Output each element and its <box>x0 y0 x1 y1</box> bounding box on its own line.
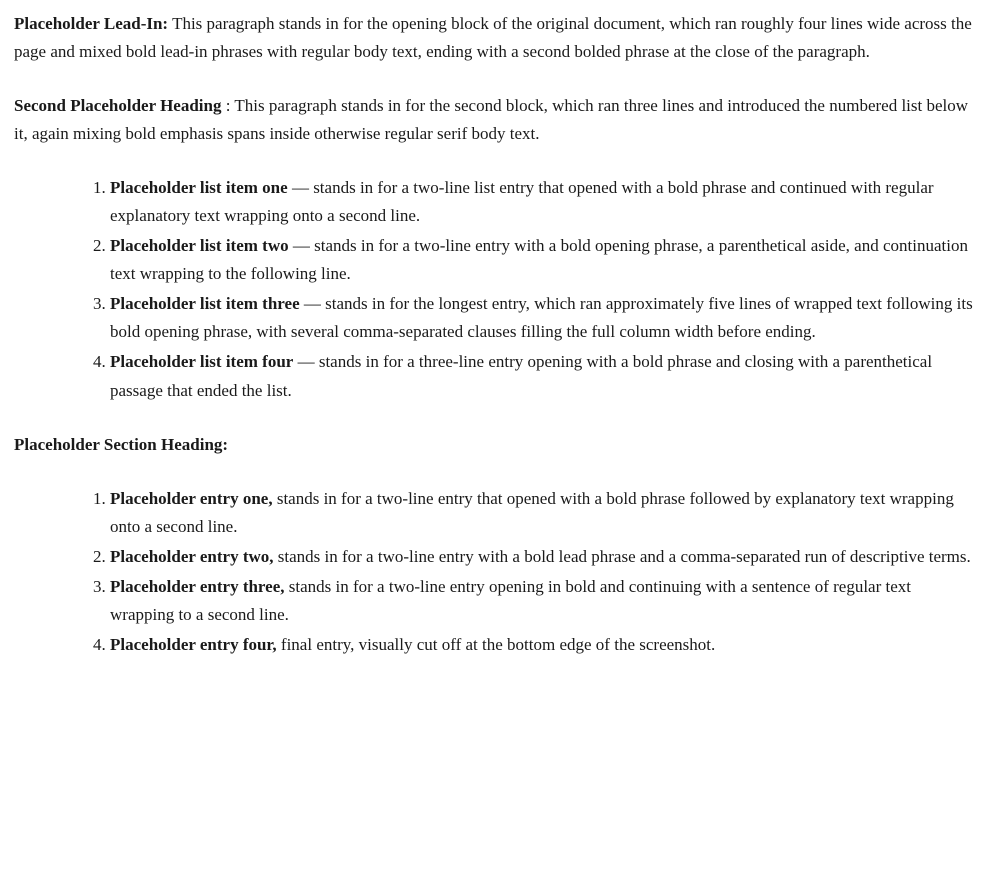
paragraph <box>14 10 979 66</box>
list-item: 4. Placeholder list item four — stands in for a three-line entry opening with a bold phrase and closing with a parenthetical passage that ended the list. <box>110 348 979 404</box>
list-item: 3. Placeholder entry three, stands in for a two-line entry opening in bold and continuing with a sentence of regular text wrapping to a second line. <box>110 573 979 629</box>
paragraph <box>14 92 979 148</box>
list-item: 1. Placeholder entry one, stands in for a two-line entry that opened with a bold phrase followed by explanatory text wrapping onto a second line. <box>110 485 979 541</box>
section-heading: Placeholder Section Heading: <box>14 434 229 454</box>
list-item: 3. Placeholder list item three — stands in for the longest entry, which ran approximately five lines of wrapped text following its bold opening phrase, with several comma-separated clauses filling the full column width before ending. <box>110 290 979 346</box>
numbered-list-1 <box>14 174 979 404</box>
list-item: 2. Placeholder entry two, stands in for a two-line entry with a bold lead phrase and a comma-separated run of descriptive terms. <box>110 543 979 571</box>
paragraph-body: : This paragraph stands in for the second block, which ran three lines and introduced the numbered list below it, again mixing bold emphasis spans inside otherwise regular serif body text. <box>14 96 969 144</box>
numbered-list-2 <box>14 485 979 659</box>
paragraph-body: This paragraph stands in for the opening block of the original document, which ran roughly four lines wide across the page and mixed bold lead-in phrases with regular body text, ending with a second bolded phrase at the close of the paragraph. <box>14 14 972 62</box>
list-item: 4. Placeholder entry four, final entry, visually cut off at the bottom edge of the screenshot. <box>110 631 979 659</box>
paragraph-lead: Placeholder Lead-In: <box>14 14 169 33</box>
list-item: 1. Placeholder list item one — stands in for a two-line list entry that opened with a bold phrase and continued with regular explanatory text wrapping onto a second line. <box>110 174 979 230</box>
paragraph-lead: Second Placeholder Heading <box>14 96 222 116</box>
list-item: 2. Placeholder list item two — stands in for a two-line entry with a bold opening phrase, a parenthetical aside, and continuation text wrapping to the following line. <box>110 232 979 288</box>
